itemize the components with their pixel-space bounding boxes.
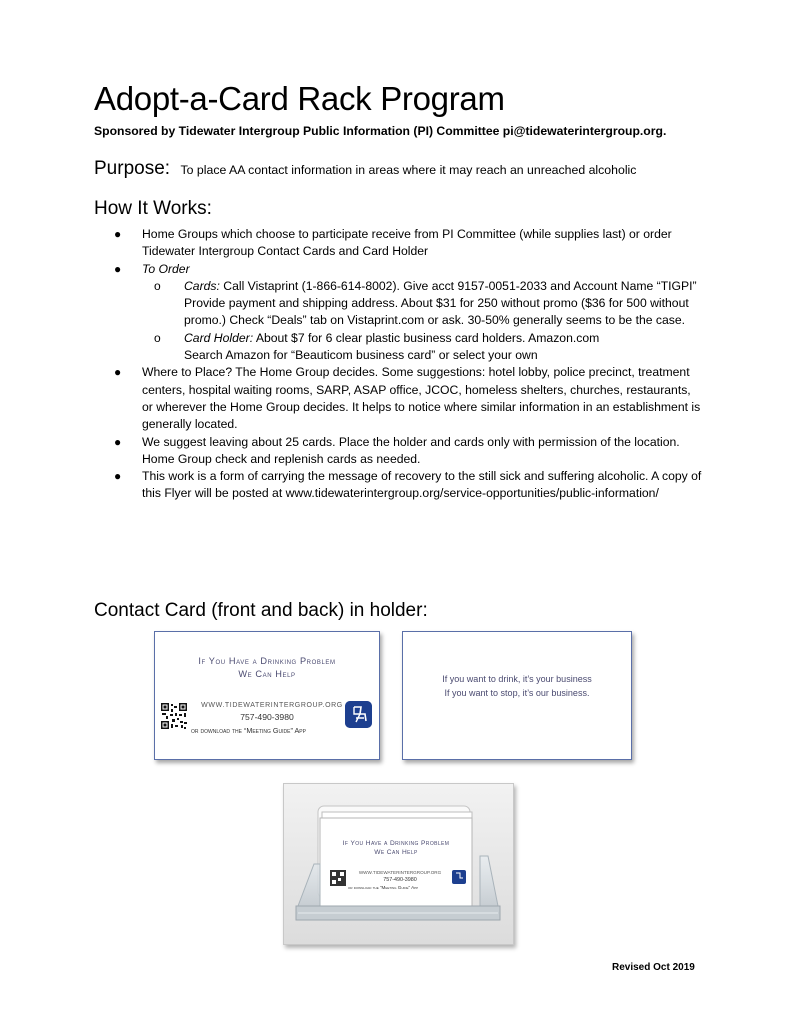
purpose-row bbox=[94, 158, 636, 180]
card-phone: 757-490-3980 bbox=[240, 712, 294, 722]
card-website: WWW.TIDEWATERINTERGROUP.ORG bbox=[201, 702, 343, 709]
photo-card-phone: 757-490-3980 bbox=[383, 877, 417, 883]
photo-card-website: WWW.TIDEWATERINTERGROUP.ORG bbox=[358, 870, 442, 875]
list-item-to-order bbox=[114, 261, 704, 278]
purpose-text: To place AA contact information in areas where it may reach an unreached alcoholic bbox=[180, 163, 637, 177]
card-subheadline: We Can Help bbox=[238, 669, 296, 679]
purpose-label: Purpose: bbox=[94, 158, 171, 179]
sponsor-line: Sponsored by Tidewater Intergroup Public Information (PI) Committee pi@tidewaterintergroup.org. bbox=[94, 124, 667, 138]
sub-item-cards bbox=[154, 278, 704, 330]
meeting-guide-chair-icon bbox=[345, 701, 372, 728]
page-title: Adopt-a-Card Rack Program bbox=[94, 80, 505, 117]
cards-payment-text: Provide payment and shipping address. About $31 for 250 without promo ($36 for 500 without promo.) Check “Deals” tab on Vistaprint.com or ask. 30-50% generally seems to be the case. bbox=[184, 296, 689, 328]
list-item-home-groups bbox=[114, 226, 704, 261]
circle-bullet-icon: o bbox=[154, 278, 161, 293]
card-holder-photo bbox=[283, 783, 514, 945]
how-it-works-heading: How It Works: bbox=[94, 198, 212, 219]
list-item-message bbox=[114, 468, 704, 503]
list-item-text: Where to Place? The Home Group decides. Some suggestions: hotel lobby, police precinct, treatment centers, hospital waiting rooms, SARP, ASAP office, JCOC, homeless shelters, churches, restaurants, or wherever the Home Group decides. It helps to notice where similar information in an establishment is generally located. bbox=[142, 365, 701, 432]
cards-label: Cards: bbox=[184, 278, 220, 293]
sub-item-card-holder bbox=[154, 330, 704, 365]
photo-card-download-text: or download the “Meeting Guide” App bbox=[348, 885, 419, 890]
contact-card-front bbox=[154, 631, 380, 760]
contact-card-back bbox=[402, 631, 632, 760]
photo-card-subheadline: We Can Help bbox=[374, 849, 418, 856]
card-back-line-1: If you want to drink, it’s your business bbox=[442, 674, 592, 684]
card-back-line-2: If you want to stop, it’s our business. bbox=[444, 688, 590, 698]
list-item-text: This work is a form of carrying the message of recovery to the still sick and suffering alcoholic. A copy of this Flyer will be posted at www.tidewaterintergroup.org/service-opportunities/public-information/ bbox=[142, 469, 702, 501]
bullet-icon: ● bbox=[114, 227, 122, 241]
revised-date: Revised Oct 2019 bbox=[612, 962, 695, 973]
how-it-works-list bbox=[114, 226, 704, 503]
photo-card-headline: If You Have a Drinking Problem bbox=[342, 840, 450, 847]
card-holder-label: Card Holder: bbox=[184, 330, 254, 345]
bullet-icon: ● bbox=[114, 261, 122, 276]
card-holder-search-text: Search Amazon for “Beauticom business card” or select your own bbox=[184, 348, 538, 363]
cards-text: Call Vistaprint (1-866-614-8002). Give acct 9157-0051-2033 and Account Name “TIGPI” bbox=[223, 278, 697, 293]
bullet-icon: ● bbox=[114, 469, 122, 484]
card-download-text: or download the “Meeting Guide” App bbox=[191, 726, 306, 735]
list-item-text: We suggest leaving about 25 cards. Place the holder and cards only with permission of the location. Home Group check and replenish cards as needed. bbox=[142, 434, 680, 466]
circle-bullet-icon: o bbox=[154, 330, 161, 345]
bullet-icon: ● bbox=[114, 365, 122, 380]
to-order-label: To Order bbox=[142, 261, 190, 276]
card-holder-text: About $7 for 6 clear plastic business card holders. Amazon.com bbox=[255, 330, 600, 345]
list-item-leave bbox=[114, 434, 704, 469]
card-headline: If You Have a Drinking Problem bbox=[198, 656, 336, 666]
bullet-icon: ● bbox=[114, 434, 122, 449]
card-holder-photo-graphic bbox=[284, 784, 513, 944]
contact-card-heading: Contact Card (front and back) in holder: bbox=[94, 600, 428, 621]
list-item-where bbox=[114, 364, 704, 433]
list-item-text: Home Groups which choose to participate receive from PI Committee (while supplies last) or order Tidewater Intergroup Contact Cards and Card Holder bbox=[142, 227, 672, 259]
